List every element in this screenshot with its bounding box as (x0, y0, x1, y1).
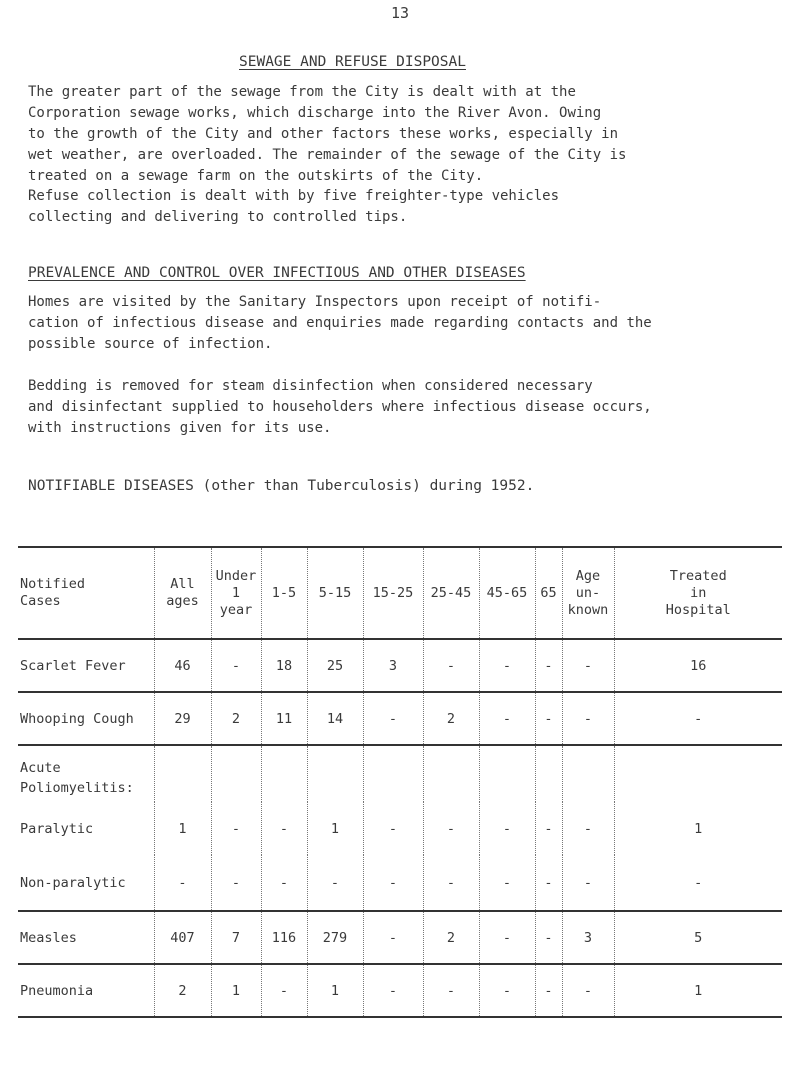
table-cell: 16 (614, 639, 782, 692)
table-cell: 3 (363, 639, 423, 692)
sewage-paragraph-2: Refuse collection is dealt with by five freighter-type vehicles collecting and delivering to controlled tips. (28, 188, 560, 225)
table-row (18, 855, 782, 911)
table-cell: 29 (154, 692, 211, 745)
table-cell: 14 (307, 692, 363, 745)
table-row (18, 639, 782, 692)
table-cell: 1 (307, 964, 363, 1017)
table-cell: - (562, 692, 614, 745)
table-cell: - (423, 855, 479, 911)
prevalence-heading: PREVALENCE AND CONTROL OVER INFECTIOUS AND OTHER DISEASES (28, 265, 526, 281)
table-cell: - (614, 855, 782, 911)
table-cell: - (479, 855, 535, 911)
table-cell: - (211, 639, 261, 692)
header-age-5-15: 5-15 (307, 547, 363, 639)
table-cell: - (535, 911, 562, 964)
table-cell: - (423, 802, 479, 855)
table-cell: 116 (261, 911, 307, 964)
table-row (18, 802, 782, 855)
table-cell: 407 (154, 911, 211, 964)
sewage-heading: SEWAGE AND REFUSE DISPOSAL (239, 54, 466, 70)
disease-name: Paralytic (20, 820, 94, 837)
table-cell: - (261, 964, 307, 1017)
header-age-15-25: 15-25 (363, 547, 423, 639)
table-cell: - (211, 802, 261, 855)
table-cell: - (535, 802, 562, 855)
table-cell: 279 (307, 911, 363, 964)
header-age-unknown: Age un- known (562, 547, 614, 639)
table-cell: - (423, 639, 479, 692)
prevalence-paragraph-1: Homes are visited by the Sanitary Inspectors upon receipt of notifi- cation of infectious disease and enquiries made regarding contacts and the possible source of infection. (28, 294, 652, 352)
table-cell: - (423, 964, 479, 1017)
table-cell: 25 (307, 639, 363, 692)
table-cell: - (363, 964, 423, 1017)
disease-group-name: Acute Poliomyelitis: (20, 760, 134, 796)
table-group-row (18, 745, 782, 802)
table-cell: 1 (154, 802, 211, 855)
prevalence-paragraph-2: Bedding is removed for steam disinfection when considered necessary and disinfectant supplied to householders where infectious disease occurs, with instructions given for its use. (28, 378, 652, 436)
header-notified-cases: Notified Cases (18, 547, 154, 639)
notifiable-diseases-table (18, 546, 782, 1018)
table-cell: 3 (562, 911, 614, 964)
table-row (18, 964, 782, 1017)
table-cell: - (261, 802, 307, 855)
header-age-25-45: 25-45 (423, 547, 479, 639)
disease-name: Pneumonia (20, 982, 94, 999)
table-cell: 5 (614, 911, 782, 964)
table-cell: - (535, 639, 562, 692)
disease-name: Non-paralytic (18, 855, 154, 911)
disease-name: Whooping Cough (18, 692, 154, 745)
table-caption: NOTIFIABLE DISEASES (other than Tuberculosis) during 1952. (28, 478, 535, 494)
table-cell: 7 (211, 911, 261, 964)
header-under-1-year: Under 1 year (211, 547, 261, 639)
table-cell: 46 (154, 639, 211, 692)
table-header-row (18, 547, 782, 639)
table-cell: - (363, 802, 423, 855)
table-cell: - (614, 692, 782, 745)
table-cell: 1 (211, 964, 261, 1017)
header-all-ages: All ages (154, 547, 211, 639)
table-cell: 2 (211, 692, 261, 745)
table-cell: - (562, 964, 614, 1017)
disease-name: Scarlet Fever (18, 639, 154, 692)
table-cell: 11 (261, 692, 307, 745)
page-number: 13 (390, 4, 410, 22)
table-cell: - (562, 855, 614, 911)
table-cell: - (363, 911, 423, 964)
table-cell: - (479, 911, 535, 964)
table-cell: 18 (261, 639, 307, 692)
table-cell: 1 (307, 802, 363, 855)
table-row (18, 692, 782, 745)
table-cell: 1 (614, 964, 782, 1017)
table-row (18, 911, 782, 964)
table-cell: 2 (423, 911, 479, 964)
table-cell: - (479, 692, 535, 745)
table-cell: - (307, 855, 363, 911)
table-cell: - (211, 855, 261, 911)
table-cell: - (535, 692, 562, 745)
table-cell: - (261, 855, 307, 911)
table-cell: - (479, 964, 535, 1017)
table-cell: - (535, 964, 562, 1017)
table-cell: - (479, 639, 535, 692)
table-cell: 1 (614, 802, 782, 855)
header-age-65: 65 (535, 547, 562, 639)
table-cell: 2 (423, 692, 479, 745)
table-cell: 2 (154, 964, 211, 1017)
header-age-1-5: 1-5 (261, 547, 307, 639)
header-treated-in-hospital: Treated in Hospital (614, 547, 782, 639)
table-cell: - (479, 802, 535, 855)
table-cell: - (363, 692, 423, 745)
table-cell: - (562, 639, 614, 692)
table-cell: - (535, 855, 562, 911)
table-cell: - (154, 855, 211, 911)
table-cell: - (363, 855, 423, 911)
sewage-paragraph-1: The greater part of the sewage from the City is dealt with at the Corporation sewage works, which discharge into the River Avon. Owing to the growth of the City and other factors these works, especially in wet weather, are overloaded. The remainder of the sewage of the City is treated on a sewage farm on the outskirts of the City. (28, 84, 627, 184)
table-cell: - (562, 802, 614, 855)
header-age-45-65: 45-65 (479, 547, 535, 639)
disease-name: Measles (18, 911, 154, 964)
